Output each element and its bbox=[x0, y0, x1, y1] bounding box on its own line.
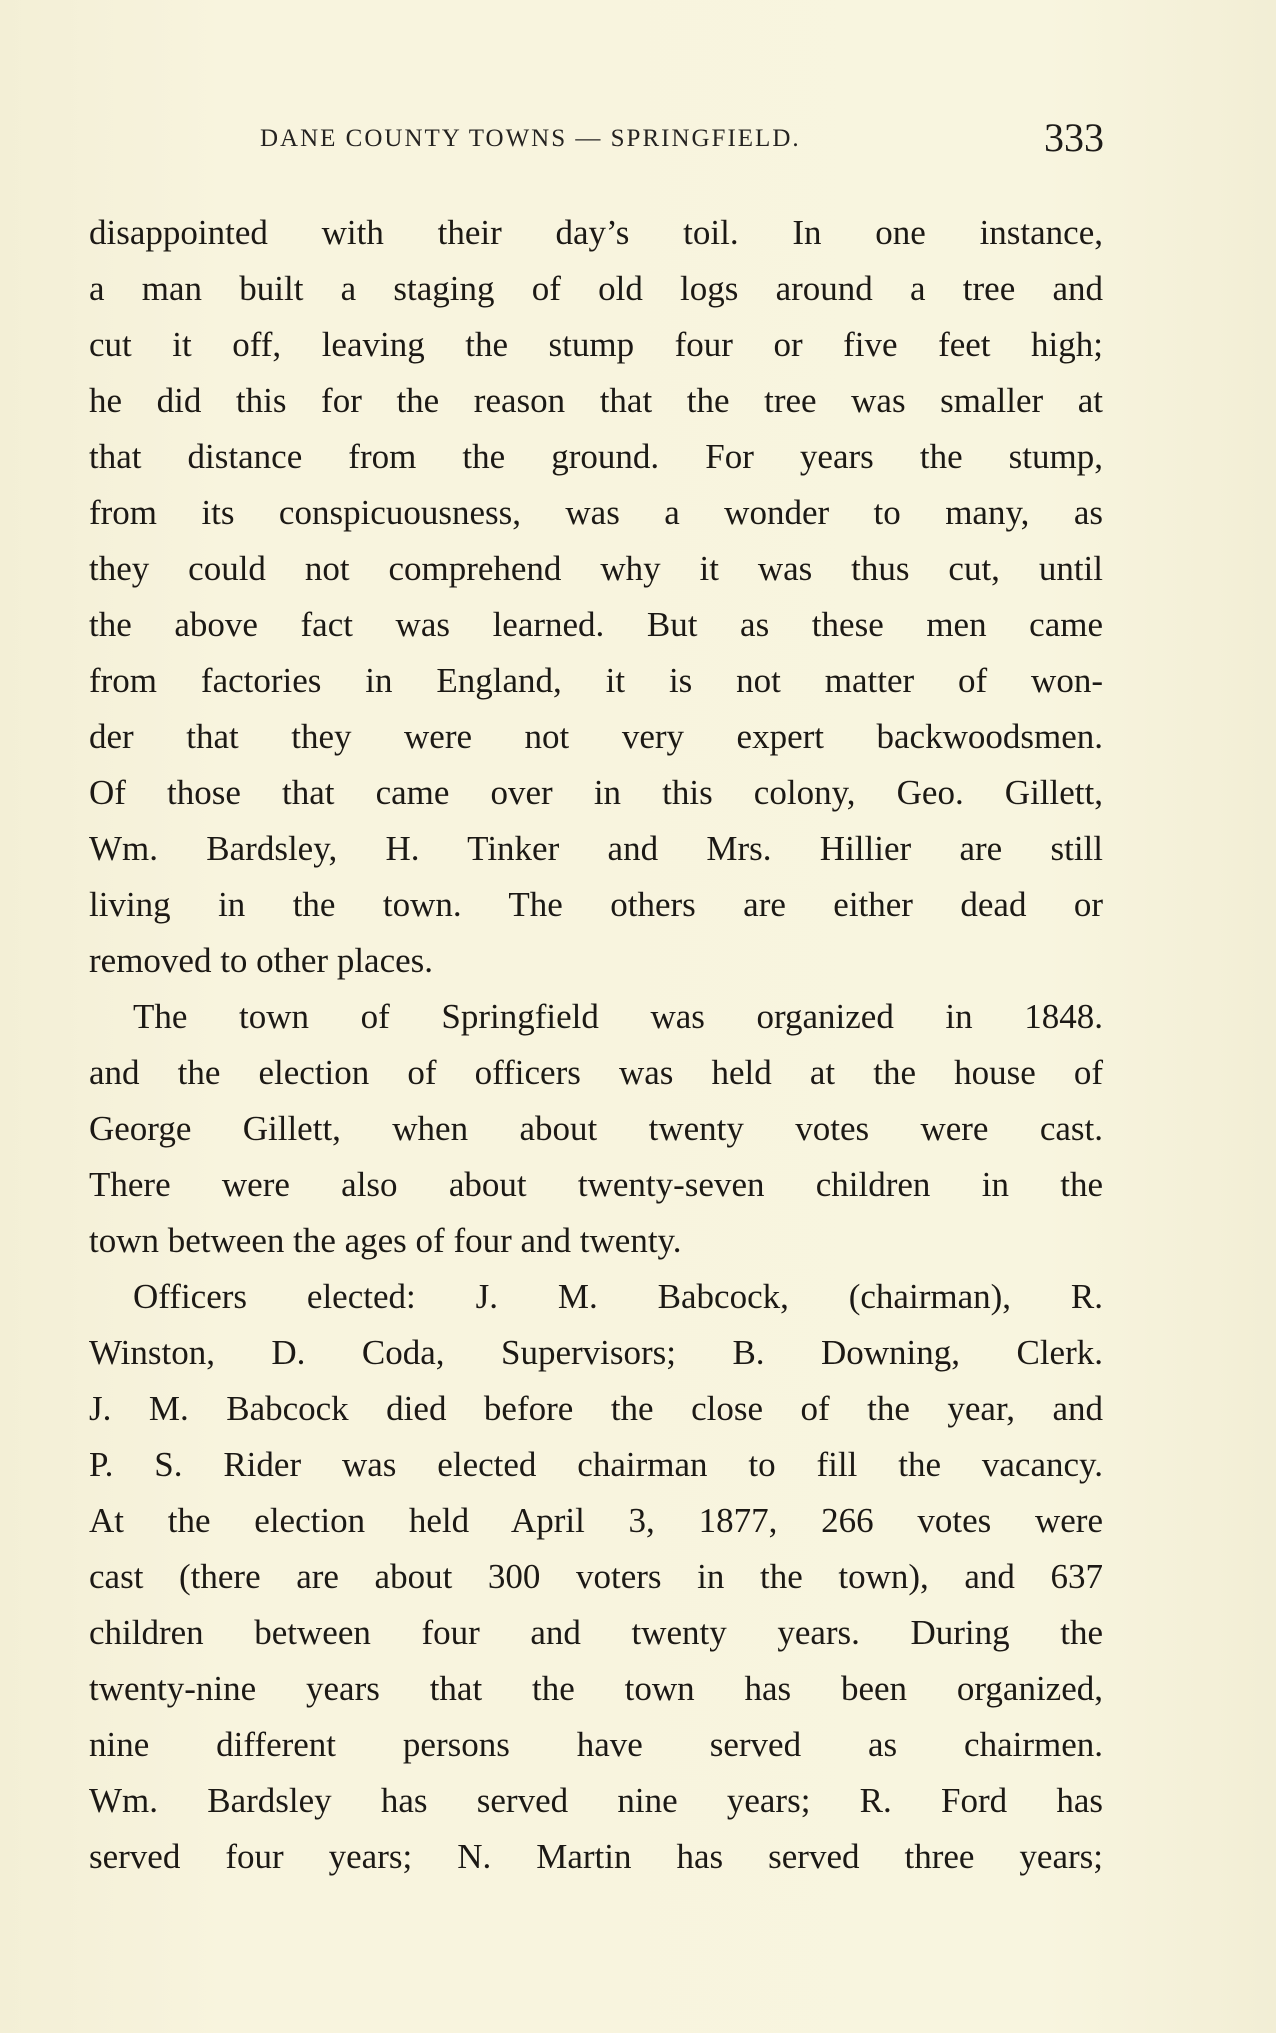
text-line: he did this for the reason that the tree was smaller at bbox=[89, 381, 1103, 420]
text-line: a man built a staging of old logs around a tree and bbox=[89, 269, 1103, 308]
text-line: removed to other places. bbox=[89, 941, 434, 980]
text-line: from factories in England, it is not matter of won- bbox=[89, 661, 1103, 700]
text-line: they could not comprehend why it was thus cut, until bbox=[89, 549, 1103, 588]
text-line: disappointed with their day’s toil. In one instance, bbox=[89, 213, 1103, 252]
text-line: Of those that came over in this colony, Geo. Gillett, bbox=[89, 773, 1103, 812]
text-line: town between the ages of four and twenty. bbox=[89, 1221, 682, 1260]
text-line: children between four and twenty years. During the bbox=[89, 1613, 1103, 1652]
text-line: cut it off, leaving the stump four or five feet high; bbox=[89, 325, 1103, 364]
text-line: living in the town. The others are either dead or bbox=[89, 885, 1103, 924]
text-line: nine different persons have served as chairmen. bbox=[89, 1725, 1103, 1764]
text-line: that distance from the ground. For years the stump, bbox=[89, 437, 1103, 476]
text-line: There were also about twenty-seven children in the bbox=[89, 1165, 1103, 1204]
running-head bbox=[88, 115, 1104, 168]
text-line: and the election of officers was held at the house of bbox=[89, 1053, 1103, 1092]
text-line: Wm. Bardsley, H. Tinker and Mrs. Hillier are still bbox=[89, 829, 1103, 868]
text-line: At the election held April 3, 1877, 266 votes were bbox=[89, 1501, 1103, 1540]
text-line: P. S. Rider was elected chairman to fill the vacancy. bbox=[89, 1445, 1103, 1484]
body-text bbox=[89, 205, 1103, 1885]
text-line: from its conspicuousness, was a wonder to many, as bbox=[89, 493, 1103, 532]
page-number: 333 bbox=[1044, 115, 1104, 160]
running-title: DANE COUNTY TOWNS — SPRINGFIELD. bbox=[260, 125, 801, 152]
text-line: twenty-nine years that the town has been organized, bbox=[89, 1669, 1103, 1708]
text-line: cast (there are about 300 voters in the town), and 637 bbox=[89, 1557, 1103, 1596]
text-line: the above fact was learned. But as these men came bbox=[89, 605, 1103, 644]
text-line: Wm. Bardsley has served nine years; R. Ford has bbox=[89, 1781, 1103, 1820]
text-line: Winston, D. Coda, Supervisors; B. Downing, Clerk. bbox=[89, 1333, 1103, 1372]
text-line: served four years; N. Martin has served three years; bbox=[89, 1837, 1103, 1876]
text-line: George Gillett, when about twenty votes were cast. bbox=[89, 1109, 1103, 1148]
text-line: The town of Springfield was organized in 1848. bbox=[133, 997, 1103, 1036]
text-line: Officers elected: J. M. Babcock, (chairman), R. bbox=[133, 1277, 1103, 1316]
text-line: J. M. Babcock died before the close of the year, and bbox=[89, 1389, 1103, 1428]
text-line: der that they were not very expert backwoodsmen. bbox=[89, 717, 1103, 756]
